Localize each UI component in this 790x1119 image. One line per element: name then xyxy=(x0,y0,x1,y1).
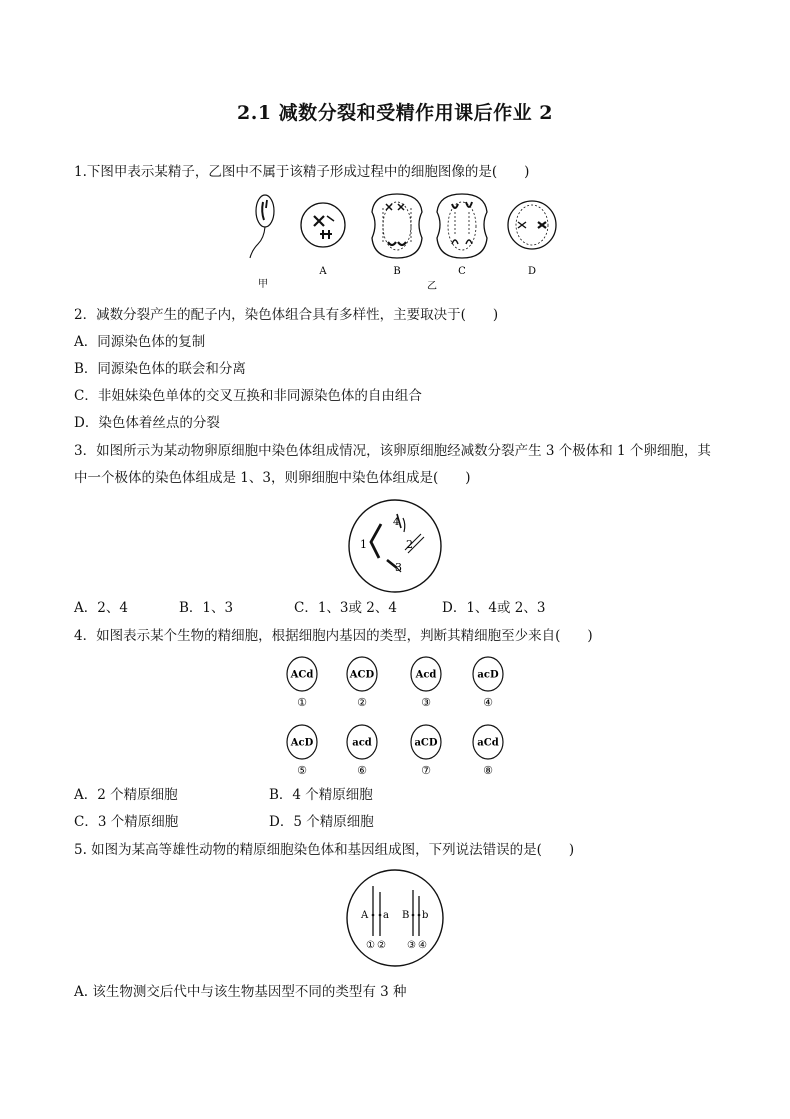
label-a: A xyxy=(319,266,327,277)
q3-figure xyxy=(345,498,445,594)
cell-number: ③ xyxy=(421,696,431,709)
q5-option-a: A. 该生物测交后代中与该生物基因型不同的类型有 3 种 xyxy=(74,984,407,1000)
sperm-cell-8 xyxy=(473,725,503,777)
q1-figure xyxy=(240,186,560,292)
q3-text-line2: 中一个极体的染色体组成是 1、3，则卵细胞中染色体组成是( ) xyxy=(74,470,471,486)
q2-option-c: C．非姐妹染色单体的交叉互换和非同源染色体的自由组合 xyxy=(74,388,422,404)
chromosome-num-4: ④ xyxy=(418,940,427,951)
q2-option-b: B．同源染色体的联会和分离 xyxy=(74,361,246,377)
q2-option-d: D．染色体着丝点的分裂 xyxy=(74,415,220,431)
label-b: B xyxy=(393,266,401,277)
chromosome-label-2: 2 xyxy=(406,538,413,551)
q2-text: 2．减数分裂产生的配子内，染色体组合具有多样性，主要取决于( ) xyxy=(74,307,499,323)
label-yi: 乙 xyxy=(427,281,437,292)
cell-c xyxy=(437,194,487,258)
q4-options-row1 xyxy=(74,785,373,805)
q4-options-row2 xyxy=(74,812,374,832)
cell-a xyxy=(301,203,345,247)
label-d: D xyxy=(527,266,537,277)
q4-option-a: A．2 个精原细胞 xyxy=(74,787,178,803)
cell-genes: acd xyxy=(352,737,372,749)
sperm-cell-7 xyxy=(411,725,441,777)
q3-option-a: A．2、4 xyxy=(74,600,128,616)
gene-label-B: B xyxy=(402,910,410,921)
sperm-cell-6 xyxy=(347,725,377,777)
sperm-cell-jia xyxy=(250,195,274,258)
q3-text-line1: 3．如图所示为某动物卵原细胞中染色体组成情况，该卵原细胞经减数分裂产生 3 个极体和 1 个卵细胞，其 xyxy=(74,443,711,459)
cell-number: ⑦ xyxy=(421,764,431,777)
label-jia: 甲 xyxy=(258,279,268,290)
sperm-cell-2 xyxy=(347,657,377,709)
cell-genes: aCD xyxy=(414,737,438,749)
q3-option-d: D．1、4或 2、3 xyxy=(442,600,546,616)
q4-option-d: D．5 个精原细胞 xyxy=(269,814,374,830)
page-title: 2.1 减数分裂和受精作用课后作业 2 xyxy=(236,102,553,124)
cell-genes: ACd xyxy=(290,669,314,681)
cell-b xyxy=(372,194,422,258)
q4-figure xyxy=(280,654,520,780)
q4-option-c: C．3 个精原细胞 xyxy=(74,814,179,830)
cell-number: ⑧ xyxy=(483,764,493,777)
q2-option-a: A．同源染色体的复制 xyxy=(74,334,206,350)
cell-genes: Acd xyxy=(415,669,437,681)
cell-number: ④ xyxy=(483,696,493,709)
cell-genes: ACD xyxy=(349,669,375,681)
sperm-cell-5 xyxy=(287,725,317,777)
q1-text: 1.下图甲表示某精子，乙图中不属于该精子形成过程中的细胞图像的是( ) xyxy=(74,164,530,180)
gene-label-a: a xyxy=(383,910,389,921)
q5-figure xyxy=(345,868,445,968)
cell-genes: AcD xyxy=(290,737,314,749)
label-c: C xyxy=(458,266,466,277)
q4-option-b: B．4 个精原细胞 xyxy=(269,787,373,803)
chromosome-label-3: 3 xyxy=(395,561,402,574)
sperm-cell-4 xyxy=(473,657,503,709)
gene-label-b: b xyxy=(422,910,429,921)
cell-genes: acD xyxy=(477,669,499,681)
q3-options xyxy=(74,598,545,618)
gene-label-A: A xyxy=(361,910,369,921)
chromosome-label-1: 1 xyxy=(360,538,367,551)
q5-text: 5. 如图为某高等雄性动物的精原细胞染色体和基因组成图，下列说法错误的是( ) xyxy=(74,842,575,858)
chromosome-num-2: ② xyxy=(377,940,386,951)
chromosome-num-1: ① xyxy=(366,940,375,951)
cell-number: ① xyxy=(297,696,307,709)
q3-option-c: C．1、3或 2、4 xyxy=(294,600,397,616)
chromosome-num-3: ③ xyxy=(407,940,416,951)
cell-number: ⑤ xyxy=(297,764,307,777)
cell-genes: aCd xyxy=(477,737,499,749)
q4-text: 4．如图表示某个生物的精细胞，根据细胞内基因的类型，判断其精细胞至少来自( ) xyxy=(74,628,593,644)
q3-option-b: B．1、3 xyxy=(179,600,234,616)
cell-number: ② xyxy=(357,696,367,709)
cell-d xyxy=(508,201,556,249)
sperm-cell-1 xyxy=(287,657,317,709)
cell-number: ⑥ xyxy=(357,764,367,777)
chromosome-label-4: 4 xyxy=(393,517,400,528)
sperm-cell-3 xyxy=(411,657,441,709)
